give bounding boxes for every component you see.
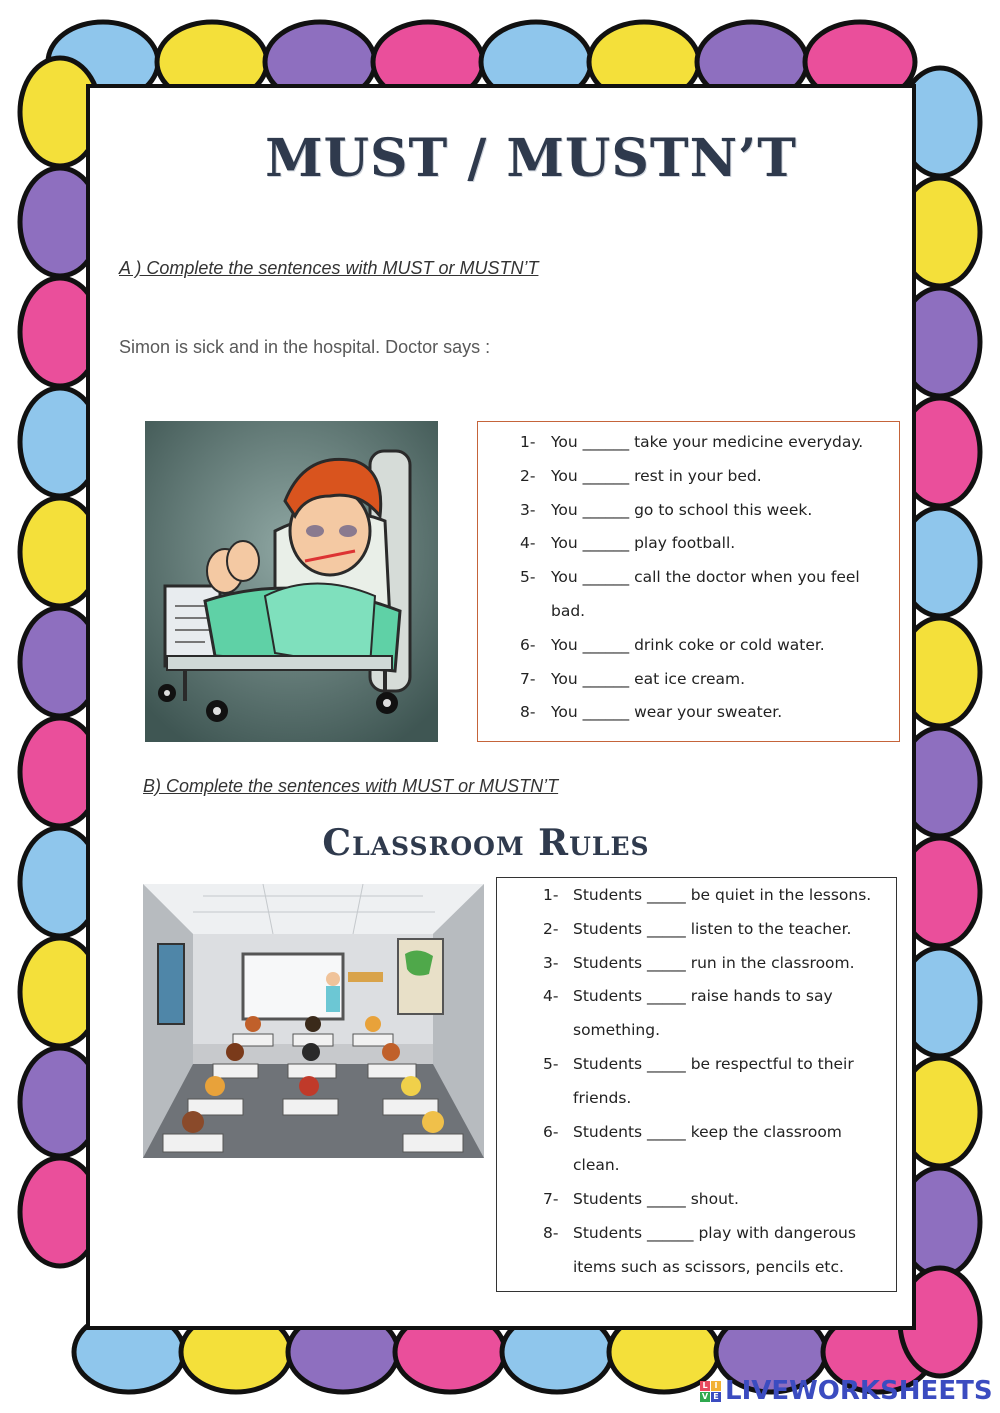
item-sentence: Students _____ run in the classroom. <box>573 953 855 972</box>
section-a-exercise-box <box>477 421 900 742</box>
item-number: 4- <box>520 534 536 553</box>
item-number: 6- <box>520 635 536 654</box>
item-number: 8- <box>520 703 536 722</box>
classroom-illustration <box>143 884 484 1158</box>
section-b-exercise-box <box>496 877 897 1292</box>
item-sentence: Students _____ shout. <box>573 1190 739 1209</box>
section-b-instruction: B) Complete the sentences with MUST or MUSTN’T <box>143 776 559 796</box>
item-sentence: Students _____ be respectful to their friends. <box>573 1054 854 1107</box>
item-sentence: You ______ go to school this week. <box>551 500 813 519</box>
exercise-item <box>543 913 888 947</box>
liveworksheets-watermark <box>700 1376 993 1406</box>
item-number: 1- <box>520 433 536 451</box>
exercise-item <box>543 879 888 913</box>
item-number: 5- <box>543 1054 559 1073</box>
item-number: 2- <box>520 466 536 485</box>
exercise-item <box>520 696 887 730</box>
item-sentence: You ______ play football. <box>551 534 736 553</box>
item-sentence: Students ______ play with dangerous items such as scissors, pencils etc. <box>573 1223 856 1276</box>
item-sentence: You ______ eat ice cream. <box>551 669 746 688</box>
item-sentence: You ______ call the doctor when you feel bad. <box>551 568 860 620</box>
exercise-item <box>543 1048 888 1116</box>
exercise-item <box>543 980 888 1048</box>
item-sentence: You ______ rest in your bed. <box>551 466 762 485</box>
item-number: 7- <box>520 669 536 688</box>
section-a-list <box>520 426 887 730</box>
exercise-item <box>520 663 887 697</box>
item-sentence: You ______ drink coke or cold water. <box>551 635 825 654</box>
exercise-item <box>543 1183 888 1217</box>
item-number: 1- <box>543 886 559 904</box>
item-number: 5- <box>520 568 536 587</box>
item-number: 6- <box>543 1122 559 1141</box>
section-a-instruction: A ) Complete the sentences with MUST or MUSTN’T <box>119 258 539 278</box>
item-sentence: You ______ wear your sweater. <box>551 703 783 722</box>
sick-boy-hospital-illustration <box>145 421 438 742</box>
item-sentence: You ______ take your medicine everyday. <box>551 433 864 451</box>
exercise-item <box>520 629 887 663</box>
liveworksheets-logo-icon: L I V E <box>700 1381 721 1402</box>
exercise-item <box>520 460 887 494</box>
item-sentence: Students _____ raise hands to say something. <box>573 987 833 1040</box>
exercise-item <box>520 426 887 460</box>
exercise-item <box>543 1217 888 1285</box>
page-title: MUST / MUSTN’T <box>265 128 797 189</box>
exercise-item <box>520 561 887 629</box>
section-b-list <box>543 879 888 1285</box>
item-number: 3- <box>520 500 536 519</box>
item-sentence: Students _____ be quiet in the lessons. <box>573 886 872 904</box>
item-number: 8- <box>543 1223 559 1242</box>
exercise-item <box>543 1116 888 1184</box>
item-number: 3- <box>543 953 559 972</box>
exercise-item <box>520 494 887 528</box>
item-number: 2- <box>543 919 559 938</box>
exercise-item <box>543 947 888 981</box>
item-number: 7- <box>543 1190 559 1209</box>
exercise-item <box>520 527 887 561</box>
item-number: 4- <box>543 987 559 1006</box>
section-a-intro: Simon is sick and in the hospital. Doctor says : <box>119 337 491 357</box>
item-sentence: Students _____ keep the classroom clean. <box>573 1122 842 1175</box>
item-sentence: Students _____ listen to the teacher. <box>573 919 852 938</box>
section-b-subtitle: Classroom Rules <box>322 822 650 864</box>
watermark-text: LIVEWORKSHEETS <box>725 1376 993 1406</box>
